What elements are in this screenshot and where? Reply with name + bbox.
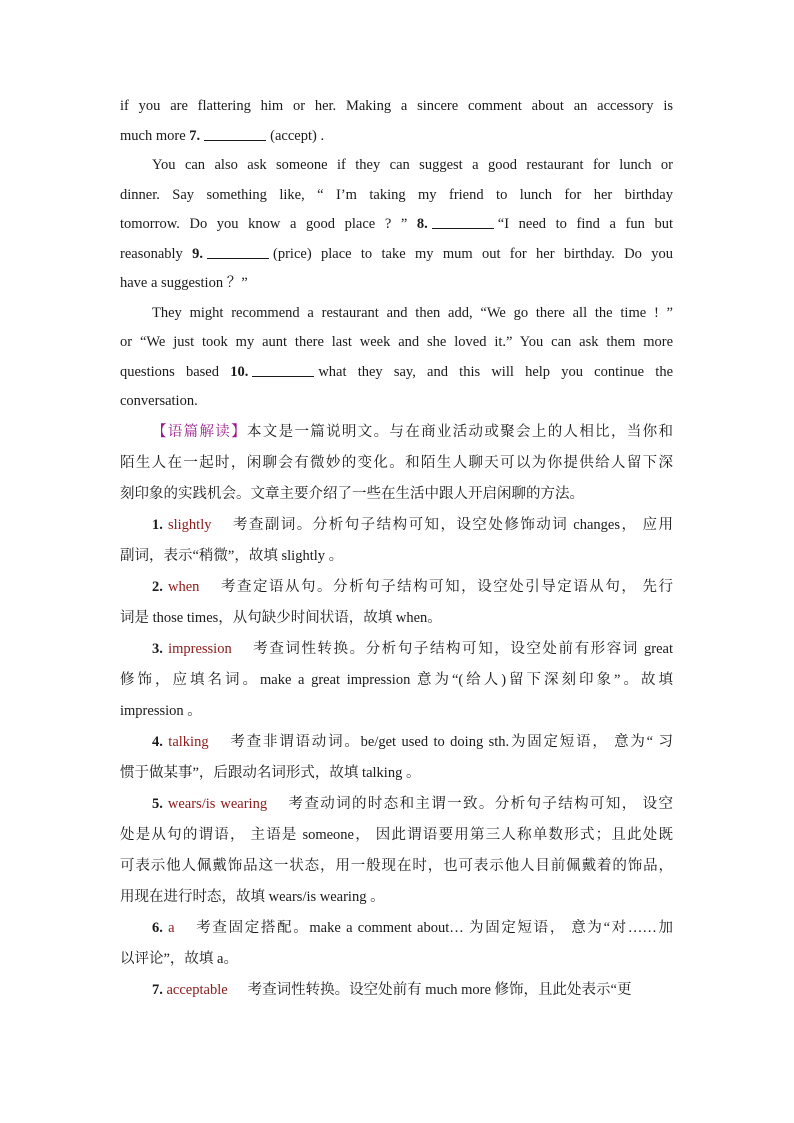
passage-line bbox=[120, 240, 673, 270]
explanation-text: 可表示他人佩戴饰品这一状态，用一般现在时，也可表示他人目前佩戴着的饰品， bbox=[120, 857, 673, 874]
answer-line bbox=[120, 882, 673, 913]
passage-line: dinner. Say something like, “ I’m taking my friend to lunch for her birthday bbox=[120, 186, 673, 203]
text: “I need to find a fun but bbox=[497, 216, 673, 232]
text: much more bbox=[120, 127, 190, 144]
passage-line: if you are flattering him or her. Making a sincere comment about an accessory is bbox=[120, 98, 673, 114]
blank-number: 10. bbox=[230, 363, 249, 380]
passage-line bbox=[120, 122, 673, 152]
explanation-text: 处是从句的谓语， 主语是 someone， 因此谓语要用第三人称单数形式；且此处既 bbox=[120, 826, 673, 843]
explanation-text: 考查词性转换。分析句子结构可知，设空处前有形容词 great bbox=[251, 640, 674, 657]
answer-line bbox=[120, 727, 673, 758]
answer-line bbox=[120, 541, 673, 572]
explanation-text: 修饰，应填名词。make a great impression 意为“(给人)留下深刻印象”。故填 bbox=[120, 671, 673, 688]
answer-line bbox=[120, 510, 673, 541]
answer-word: wears/is wearing bbox=[167, 795, 268, 812]
text: questions based bbox=[120, 363, 231, 380]
blank-number: 7. bbox=[189, 127, 201, 144]
passage-line bbox=[120, 210, 673, 240]
passage-line: They might recommend a restaurant and then add, “We go there all the time ! ” bbox=[152, 304, 673, 321]
answer-number: 6. bbox=[152, 919, 169, 936]
answer-number: 5. bbox=[152, 795, 168, 812]
analysis-tag: 【语篇解读】 bbox=[152, 423, 247, 440]
answer-word: slightly bbox=[167, 516, 212, 533]
explanation-text: 用现在进行时态，故填 wears/is wearing 。 bbox=[120, 888, 385, 905]
answer-line bbox=[120, 572, 673, 603]
answer-word: impression bbox=[168, 640, 232, 657]
passage-line: or “We just took my aunt there last week and she loved it.” You can ask them more bbox=[120, 334, 673, 350]
explanation-text: impression 。 bbox=[120, 702, 202, 719]
explanation-text: 以评论”，故填 a。 bbox=[120, 950, 238, 967]
blank-number: 9. bbox=[192, 245, 204, 262]
analysis-line: 陌生人在一起时，闲聊会有微妙的变化。和陌生人聊天可以为你提供给人留下深 bbox=[120, 454, 673, 471]
passage-line: You can also ask someone if they can suggest a good restaurant for lunch or bbox=[152, 157, 673, 173]
answer-number: 2. bbox=[152, 578, 169, 595]
explanation-text: 词是 those times，从句缺少时间状语，故填 when。 bbox=[120, 609, 442, 626]
explanation-text: 考查动词的时态和主谓一致。分析句子结构可知， 设空 bbox=[287, 795, 674, 812]
blank-number: 8. bbox=[416, 216, 428, 232]
answer-line bbox=[120, 789, 673, 820]
answer-list bbox=[120, 510, 673, 1006]
answer-line bbox=[120, 975, 673, 1006]
passage-line: have a suggestion ？” bbox=[120, 275, 248, 291]
answer-line bbox=[120, 944, 673, 975]
answer-word: when bbox=[168, 578, 200, 595]
answer-line bbox=[120, 758, 673, 789]
explanation-text: 考查副词。分析句子结构可知，设空处修饰动词 changes， 应用 bbox=[231, 516, 673, 533]
text: reasonably bbox=[120, 245, 193, 262]
answer-line bbox=[120, 851, 673, 882]
answer-word: acceptable bbox=[166, 981, 228, 998]
explanation-text: 考查非谓语动词。be/get used to doing sth.为固定短语， 意为“ 习 bbox=[228, 733, 674, 750]
text: (accept) . bbox=[270, 127, 325, 144]
explanation-text: 考查定语从句。分析句子结构可知，设空处引导定语从句， 先行 bbox=[219, 578, 673, 595]
answer-blank-10 bbox=[252, 361, 314, 377]
answer-number: 3. bbox=[152, 640, 169, 657]
document-body bbox=[120, 92, 673, 1006]
answer-line bbox=[120, 665, 673, 696]
answer-line bbox=[120, 603, 673, 634]
answer-line bbox=[120, 634, 673, 665]
answer-word: a bbox=[168, 919, 175, 936]
answer-blank-8 bbox=[432, 213, 494, 229]
answer-number: 1. bbox=[152, 516, 168, 533]
analysis-line: 刻印象的实践机会。文章主要介绍了一些在生活中跟人开启闲聊的方法。 bbox=[120, 485, 584, 502]
explanation-text: 副词，表示“稍微”，故填 slightly 。 bbox=[120, 547, 344, 564]
answer-number: 4. bbox=[152, 733, 169, 750]
text: (price) place to take my mum out for her birthday. Do you bbox=[273, 245, 673, 262]
passage-line: conversation. bbox=[120, 393, 198, 409]
answer-line bbox=[120, 696, 673, 727]
passage-line bbox=[120, 358, 673, 388]
analysis-line bbox=[120, 417, 673, 448]
explanation-text: 惯于做某事”，后跟动名词形式，故填 talking 。 bbox=[120, 764, 421, 781]
answer-number: 7. bbox=[152, 981, 167, 998]
explanation-text: 考查固定搭配。make a comment about… 为固定短语， 意为“对……加 bbox=[194, 919, 674, 936]
answer-blank-7 bbox=[204, 125, 266, 141]
text: 本文是一篇说明文。与在商业活动或聚会上的人相比，当你和 bbox=[246, 423, 673, 440]
answer-line bbox=[120, 820, 673, 851]
answer-word: talking bbox=[168, 733, 209, 750]
text: tomorrow. Do you know a good place ? ” bbox=[120, 216, 417, 232]
answer-blank-9 bbox=[207, 243, 269, 259]
answer-line bbox=[120, 913, 673, 944]
explanation-text: 考查词性转换。设空处前有 much more 修饰，且此处表示“更 bbox=[247, 981, 632, 998]
text: what they say, and this will help you continue the bbox=[318, 363, 674, 380]
